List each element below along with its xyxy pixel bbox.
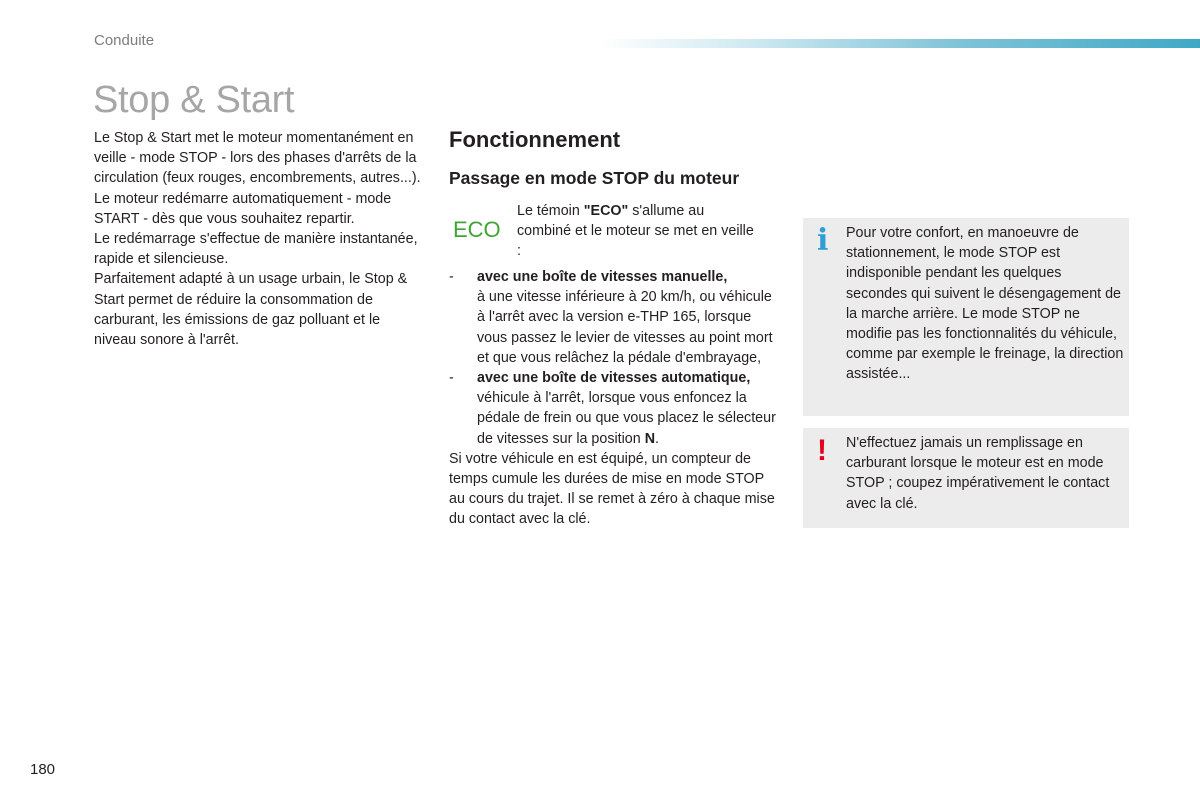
intro-paragraph-3: Parfaitement adapté à un usage urbain, le Stop & Start permet de réduire la consommation de carburant, les émissions de gaz polluant et le niveau sonore à l'arrêt. (94, 271, 408, 349)
warning-note-text: N'effectuez jamais un remplissage en carburant lorsque le moteur est en mode STOP ; coupez impérativement le contact avec la clé. (846, 435, 1110, 512)
subsection-heading: Passage en mode STOP du moteur (449, 168, 740, 188)
manual-gearbox-label: avec une boîte de vitesses manuelle, (477, 269, 728, 285)
section-label: Conduite (94, 32, 155, 49)
gear-position: N (644, 430, 656, 447)
warning-icon: ! (817, 434, 827, 467)
eco-label: "ECO" (583, 203, 629, 219)
section-heading: Fonctionnement (449, 127, 621, 152)
header-accent-bar (600, 39, 1200, 48)
page-number: 180 (30, 761, 56, 778)
list-item: - avec une boîte de vitesses automatique, véhicule à l'arrêt, lorsque vous enfoncez la pédale de frein ou que vous placez le sélecteur de vitesses sur la position N. (449, 370, 776, 447)
automatic-gearbox-text: véhicule à l'arrêt, lorsque vous enfoncez la pédale de frein ou que vous placez le sélecteur de vitesses sur la position (477, 390, 776, 447)
conditions-list (449, 267, 779, 449)
eco-indicator-icon: ECO (453, 217, 501, 242)
operation-section (449, 126, 779, 530)
intro-paragraph-1: Le Stop & Start met le moteur momentanément en veille - mode STOP - lors des phases d'arrêts de la circulation (feux rouges, encombrements, autres...). Le moteur redémarre automatiquement - mode START - dès que vous souhaitez repartir. (94, 130, 421, 227)
eco-indicator-row (449, 201, 779, 267)
automatic-gearbox-label: avec une boîte de vitesses automatique, (477, 370, 751, 387)
info-icon: i (817, 223, 829, 258)
intro-text (94, 128, 424, 350)
warning-note (803, 428, 1129, 528)
counter-paragraph: Si votre véhicule en est équipé, un compteur de temps cumule les durées de mise en mode STOP au cours du trajet. Il se remet à zéro à chaque mise du contact avec la clé. (449, 450, 775, 528)
eco-indicator-text: Le témoin "ECO" s'allume au combiné et le moteur se met en veille : (517, 203, 754, 260)
info-note-text: Pour votre confort, en manoeuvre de stationnement, le mode STOP est indisponible pendant les quelques secondes qui suivent le désengagement de la marche arrière. Le mode STOP ne modifie pas les fonctionnalités du véhicule, comme par exemple le freinage, la direction assistée... (846, 225, 1124, 383)
manual-gearbox-text: à une vitesse inférieure à 20 km/h, ou véhicule à l'arrêt avec la version e-THP 165, lorsque vous passez le levier de vitesses au point mort et que vous relâchez la pédale d'embrayage, (477, 289, 773, 366)
info-note (803, 218, 1129, 416)
list-item: - avec une boîte de vitesses manuelle, à une vitesse inférieure à 20 km/h, ou véhicule à l'arrêt avec la version e-THP 165, lorsque vous passez le levier de vitesses au point mort et que vous relâchez la pédale d'embrayage, (449, 269, 773, 366)
intro-paragraph-2: Le redémarrage s'effectue de manière instantanée, rapide et silencieuse. (94, 231, 418, 268)
page-title: Stop & Start (93, 79, 295, 121)
